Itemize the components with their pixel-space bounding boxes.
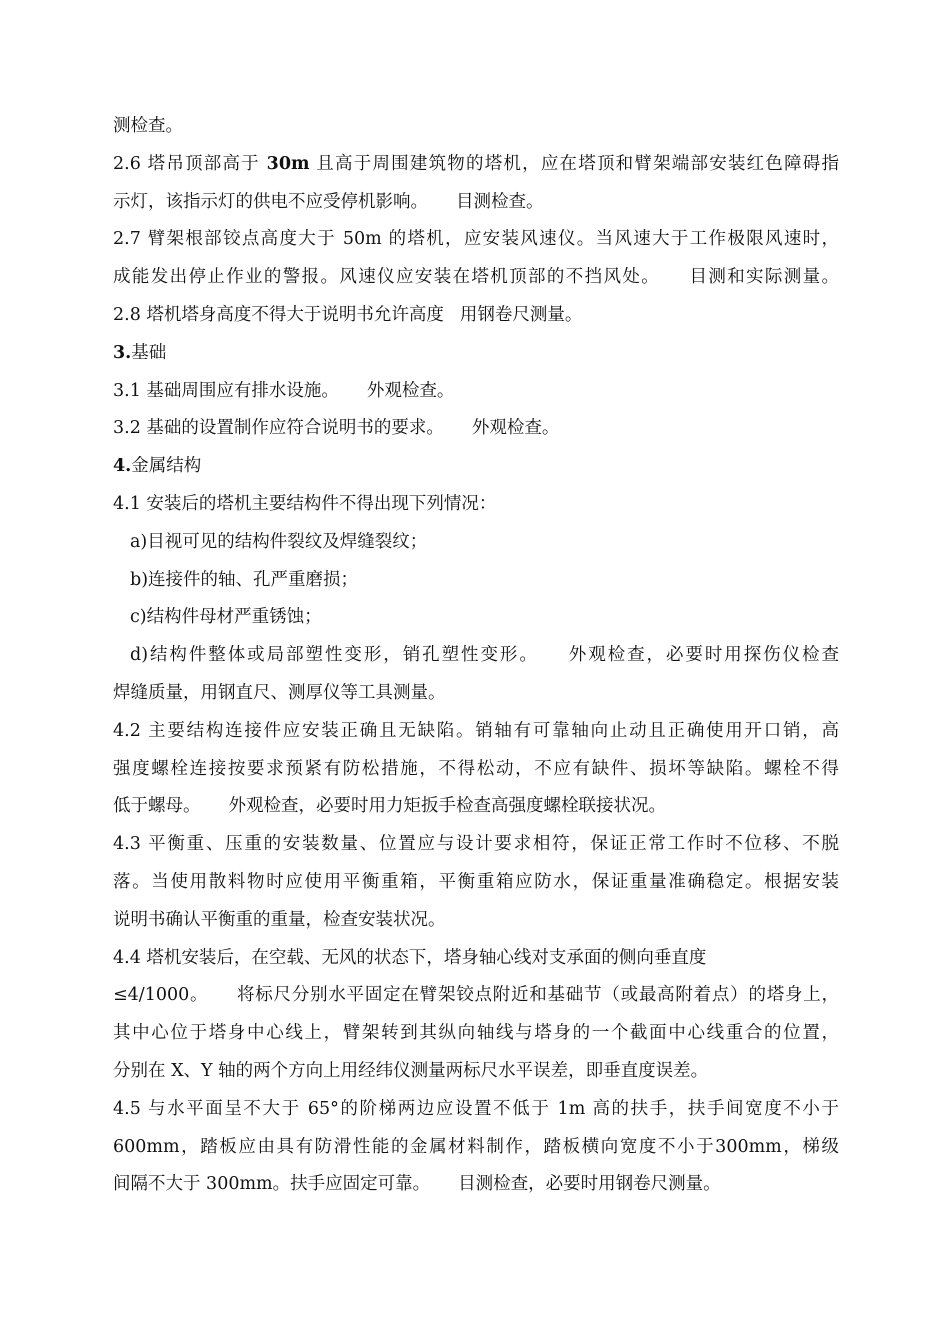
text-line (113, 108, 839, 146)
text-run: 强度螺栓连接按要求预紧有防松措施，不得松动，不应有缺件、损坏等缺陷。螺栓不得 (113, 758, 839, 779)
list-item (113, 562, 839, 600)
text-line (113, 1053, 839, 1091)
clause-4-1 (113, 486, 839, 524)
text-run: 且高于周围建筑物的塔机，应在塔顶和臂架端部安装红色障碍指 (309, 153, 839, 174)
text-run: b)连接件的轴、孔严重磨损； (130, 569, 359, 590)
bold-value: 30m (266, 153, 310, 174)
text-run: 间隔不大于 300mm。扶手应固定可靠。 (113, 1174, 431, 1195)
text-run: 4.4 塔机安装后，在空载、无风的状态下，塔身轴心线对支承面的侧向垂直度 (113, 947, 707, 968)
text-run: 600mm，踏板应由具有防滑性能的金属材料制作，踏板横向宽度不小于300mm，梯级 (113, 1136, 839, 1157)
text-line (113, 864, 839, 902)
inspection-method: 用钢卷尺测量。 (459, 304, 583, 325)
text-run: 落。当使用散料物时应使用平衡重箱，平衡重箱应防水，保证重量准确稳定。根据安装 (113, 871, 839, 892)
clause-3-1 (113, 373, 839, 411)
section-heading-3 (113, 335, 839, 373)
clause-3-2 (113, 410, 839, 448)
text-run: 4.2 主要结构连接件应安装正确且无缺陷。销轴有可靠轴向止动且正确使用开口销，高 (113, 720, 839, 741)
text-run: 将标尺分别水平固定在臂架铰点附近和基础节（或最高附着点）的塔身上， (236, 985, 839, 1006)
inspection-method: 目测和实际测量。 (688, 267, 840, 288)
section-title: 金属结构 (131, 456, 202, 477)
text-line (113, 1166, 839, 1204)
text-line (113, 1129, 839, 1167)
inspection-method: 目测检查，必要时用钢卷尺测量。 (458, 1174, 721, 1195)
text-line (113, 259, 839, 297)
section-title: 基础 (131, 342, 167, 363)
section-heading-4 (113, 448, 839, 486)
text-run: 4.1 安装后的塔机主要结构件不得出现下列情况： (113, 493, 497, 514)
clause-4-5 (113, 1091, 839, 1129)
text-run: d)结构件整体或局部塑性变形，销孔塑性变形。 (130, 645, 539, 666)
text-run: c)结构件母材严重锈蚀； (130, 607, 322, 628)
inspection-method: 外观检查。 (471, 418, 560, 439)
text-line (113, 1015, 839, 1053)
text-run: 4.3 平衡重、压重的安装数量、位置应与设计要求相符，保证正常工作时不位移、不脱 (113, 834, 839, 855)
clause-2-7 (113, 221, 839, 259)
inspection-method: 目测检查。 (456, 191, 544, 212)
text-line (113, 902, 839, 940)
text-run: 低于螺母。 (113, 796, 201, 817)
text-run: 4.5 与水平面呈不大于 65°的阶梯两边应设置不低于 1m 高的扶手，扶手间宽度不小于 (113, 1098, 839, 1119)
document-body (113, 108, 839, 1204)
text-run: 其中心位于塔身中心线上，臂架转到其纵向轴线与塔身的一个截面中心线重合的位置， (113, 1023, 839, 1044)
inspection-method: 外观检查，必要时用探伤仪检查 (566, 645, 839, 666)
list-item (113, 599, 839, 637)
clause-4-4 (113, 940, 839, 978)
text-run: 3.2 基础的设置制作应符合说明书的要求。 (113, 418, 444, 439)
clause-2-8 (113, 297, 839, 335)
clause-4-3 (113, 826, 839, 864)
inspection-method: 外观检查，必要时用力矩扳手检查高强度螺栓联接状况。 (228, 796, 666, 817)
clause-4-2 (113, 713, 839, 751)
text-run: 2.6 塔吊顶部高于 (113, 153, 267, 174)
text-run: 成能发出停止作业的警报。风速仪应安装在塔机顶部的不挡风处。 (113, 267, 661, 288)
list-item (113, 524, 839, 562)
text-run: 3.1 基础周围应有排水设施。 (113, 380, 339, 401)
text-run: 分别在 X、Y 轴的两个方向上用经纬仪测量两标尺水平误差，即垂直度误差。 (113, 1060, 709, 1081)
inspection-method: 外观检查。 (366, 380, 455, 401)
section-number: 4. (113, 456, 132, 477)
text-line (113, 751, 839, 789)
list-item (113, 637, 839, 675)
text-run: 示灯，该指示灯的供电不应受停机影响。 (113, 191, 428, 212)
text-line (113, 788, 839, 826)
section-number: 3. (113, 342, 132, 363)
text-line (113, 675, 839, 713)
text-line (113, 977, 839, 1015)
text-run: ≤4/1000。 (113, 985, 209, 1006)
text-run: 2.8 塔机塔身高度不得大于说明书允许高度 (113, 304, 444, 325)
clause-2-6 (113, 146, 839, 184)
text-run: 测检查。 (113, 116, 183, 136)
text-run: 说明书确认平衡重的重量，检查安装状况。 (113, 909, 446, 930)
text-line (113, 184, 839, 222)
text-run: 焊缝质量，用钢直尺、测厚仪等工具测量。 (113, 682, 446, 703)
text-run: a)目视可见的结构件裂纹及焊缝裂纹； (130, 531, 428, 552)
text-run: 2.7 臂架根部铰点高度大于 50m 的塔机，应安装风速仪。当风速大于工作极限风速时， (113, 229, 839, 250)
